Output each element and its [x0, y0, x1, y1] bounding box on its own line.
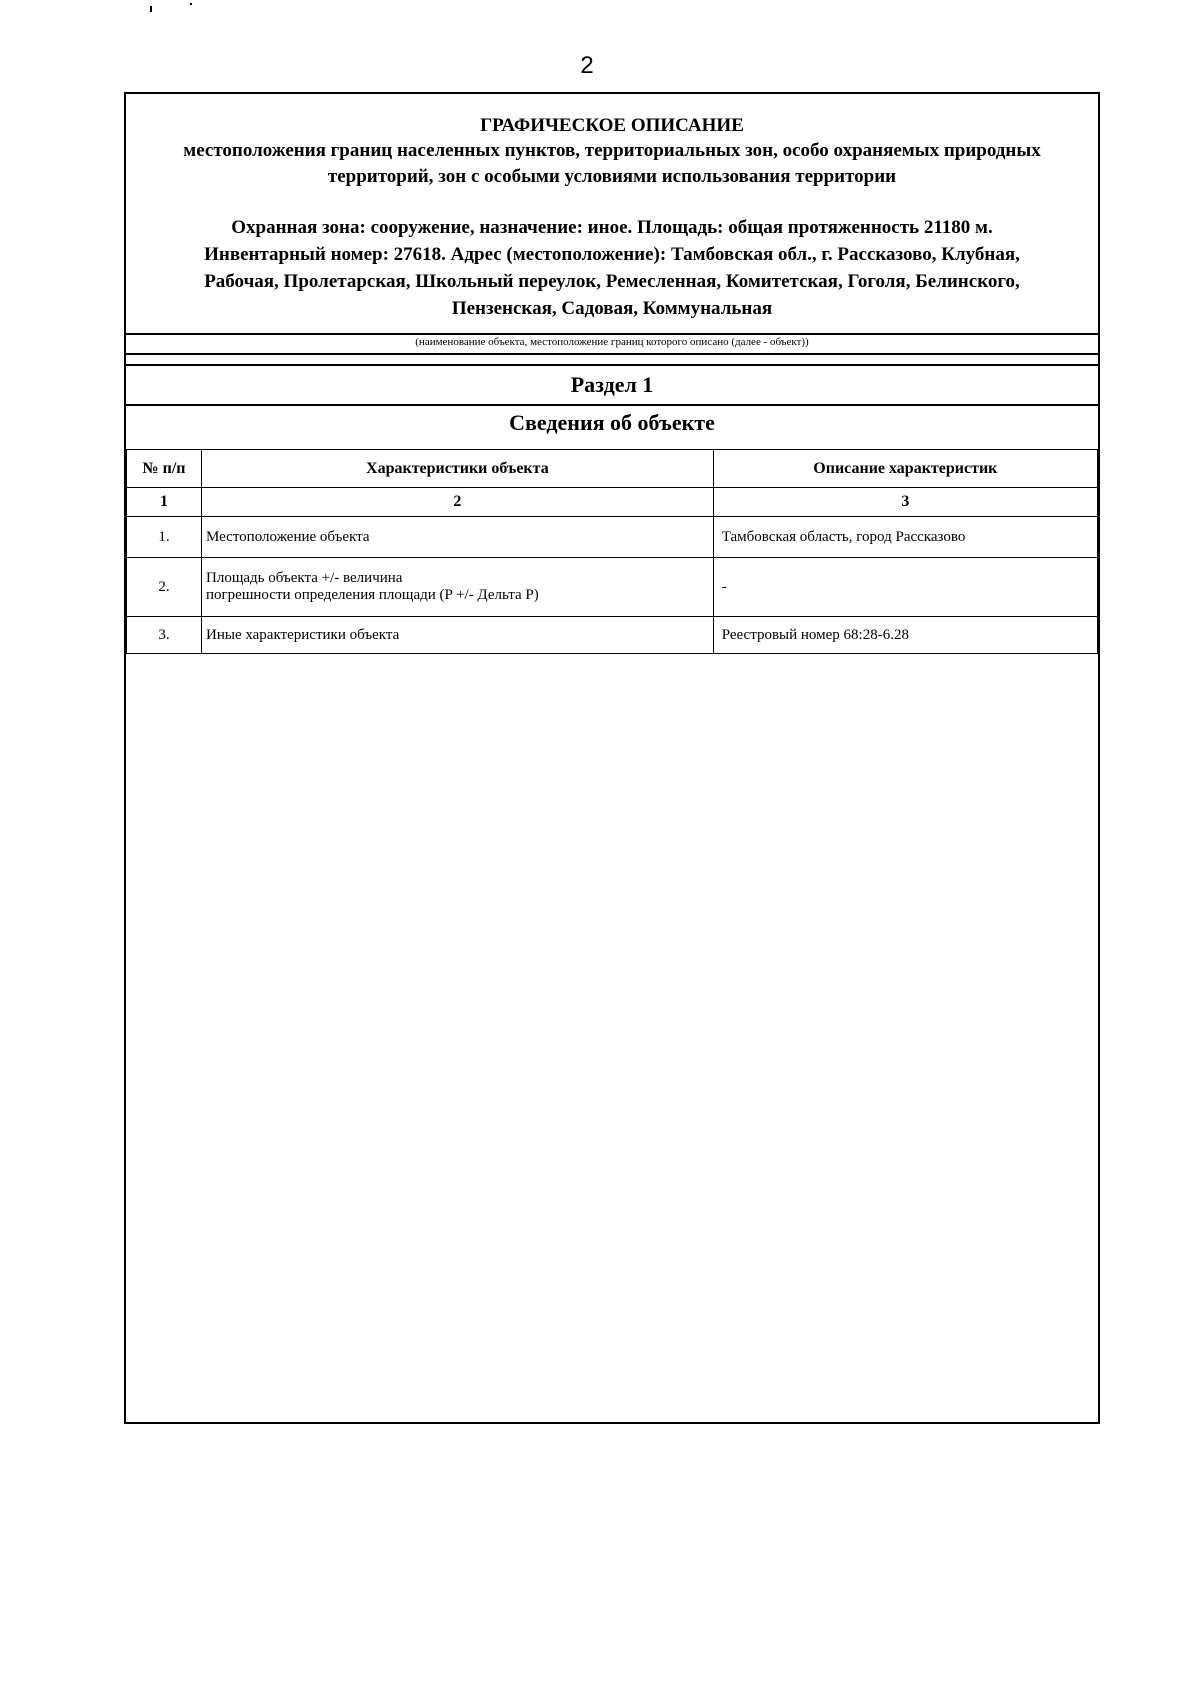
column-number: 2: [202, 488, 714, 517]
document-frame: [124, 92, 1100, 1424]
table-header-row: [127, 450, 1098, 488]
row-description: Реестровый номер 68:28-6.28: [713, 617, 1097, 654]
column-number: 1: [127, 488, 202, 517]
object-line-1: Охранная зона: сооружение, назначение: иное. Площадь: общая протяженность 21180 м.: [231, 217, 993, 238]
column-header-num: № п/п: [127, 450, 202, 488]
row-characteristic-line-1: Площадь объекта +/- величина: [206, 570, 403, 586]
object-line-3: Рабочая, Пролетарская, Школьный переулок, Ремесленная, Комитетская, Гоголя, Белинского,: [204, 271, 1020, 292]
object-caption: (наименование объекта, местоположение границ которого описано (далее - объект)): [415, 336, 809, 348]
object-line-4: Пензенская, Садовая, Коммунальная: [451, 298, 773, 319]
table-row: [127, 517, 1098, 558]
document-title: ГРАФИЧЕСКОЕ ОПИСАНИЕ: [480, 115, 744, 136]
table-row: [127, 617, 1098, 654]
section-title: Раздел 1: [570, 372, 654, 397]
row-characteristic: Местоположение объекта: [202, 517, 714, 558]
row-number: 2.: [127, 558, 202, 617]
row-characteristic: Иные характеристики объекта: [202, 617, 714, 654]
row-characteristic-line-2: погрешности определения площади (P +/- Дельта P): [206, 587, 539, 603]
object-description: [126, 214, 1098, 322]
table-row: [127, 558, 1098, 617]
divider: [126, 404, 1098, 406]
scan-speck: [190, 3, 192, 5]
divider: [126, 364, 1098, 366]
row-description: -: [713, 558, 1097, 617]
title-block: [126, 94, 1098, 333]
page-number: 2: [580, 52, 594, 79]
column-numbers-row: [127, 488, 1098, 517]
document-subtitle: [126, 138, 1098, 190]
scan-speck: [150, 6, 152, 12]
column-header-characteristic: Характеристики объекта: [202, 450, 714, 488]
characteristics-table: [126, 449, 1098, 654]
subtitle-line-1: местоположения границ населенных пунктов, территориальных зон, особо охраняемых природных: [183, 140, 1041, 161]
row-characteristic: [202, 558, 714, 617]
column-header-description: Описание характеристик: [713, 450, 1097, 488]
row-number: 3.: [127, 617, 202, 654]
section-subtitle: Сведения об объекте: [509, 410, 715, 435]
row-description: Тамбовская область, город Рассказово: [713, 517, 1097, 558]
row-number: 1.: [127, 517, 202, 558]
column-number: 3: [713, 488, 1097, 517]
divider: [126, 353, 1098, 355]
object-line-2: Инвентарный номер: 27618. Адрес (местоположение): Тамбовская обл., г. Рассказово, Клубная,: [204, 244, 1020, 265]
subtitle-line-2: территорий, зон с особыми условиями использования территории: [327, 166, 897, 187]
